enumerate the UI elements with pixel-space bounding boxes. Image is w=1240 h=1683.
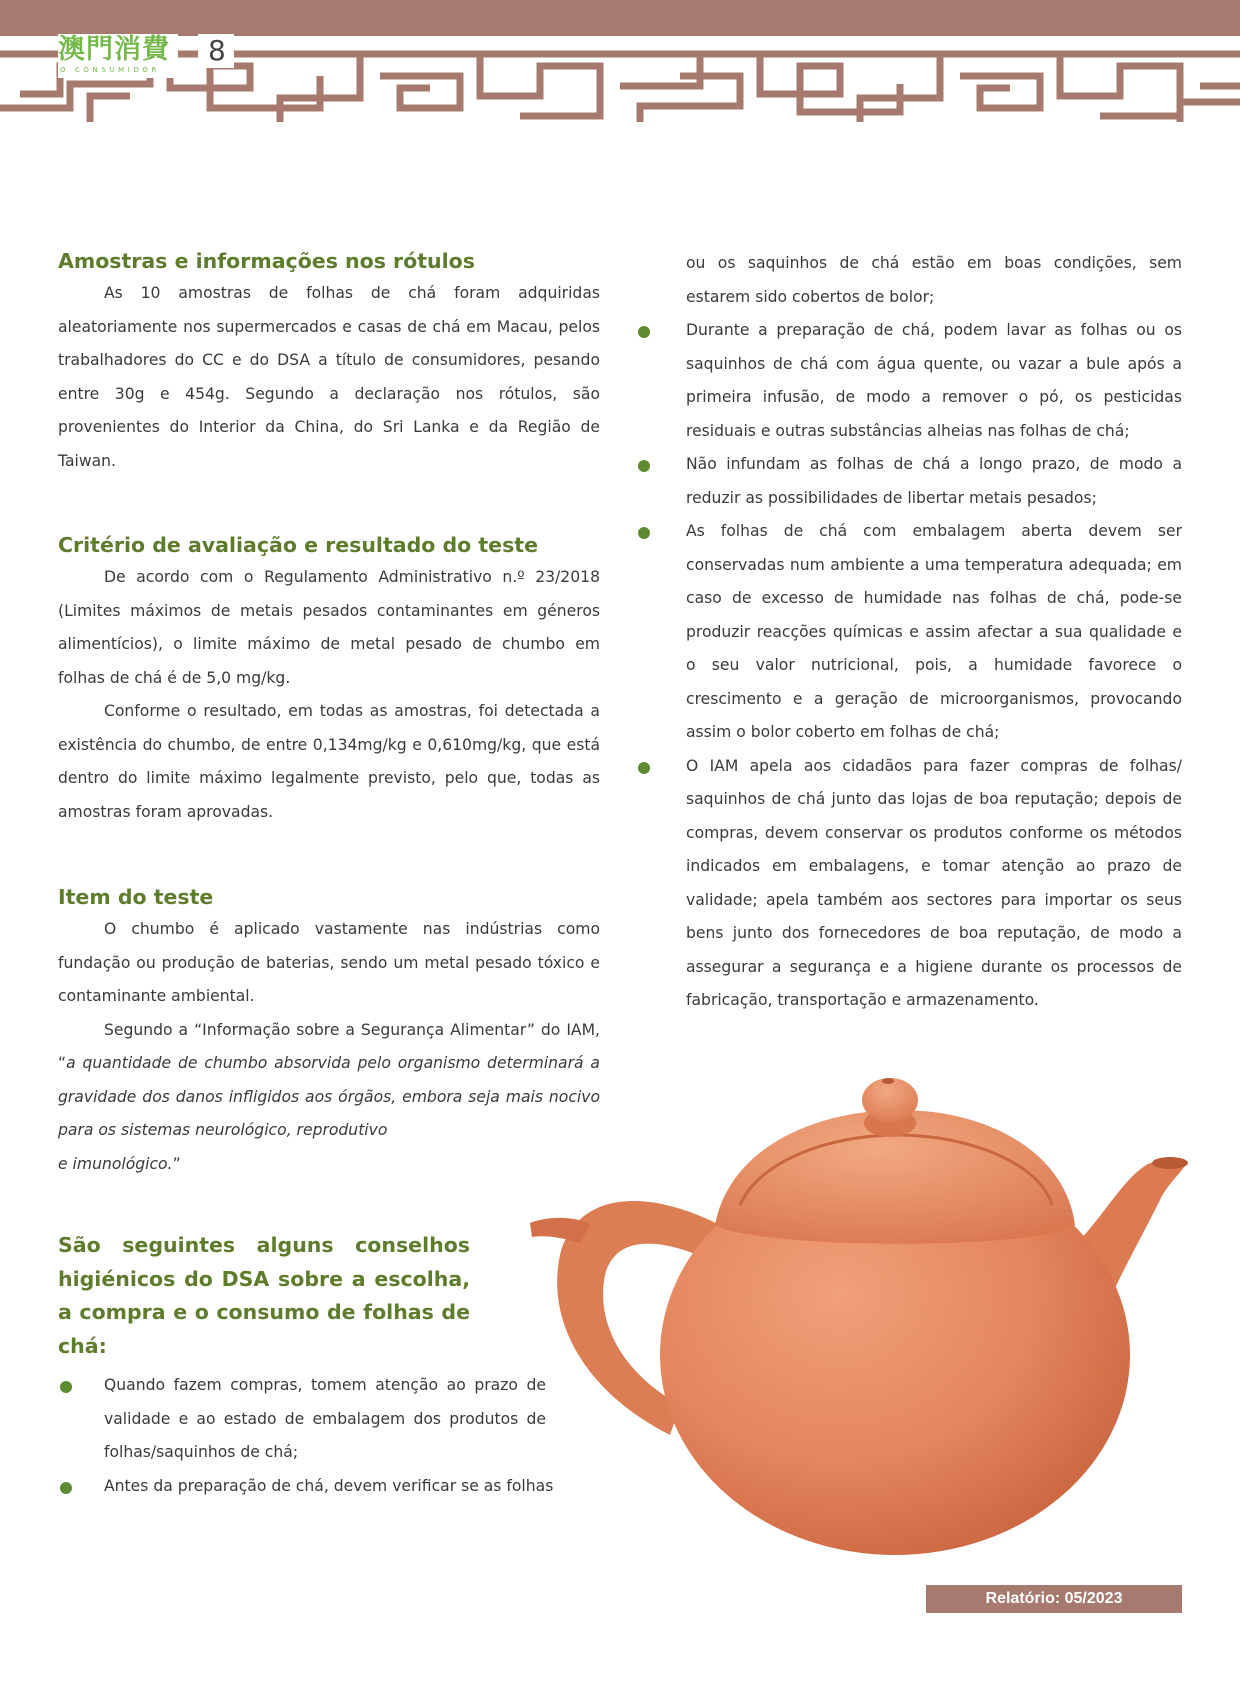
samples-paragraph: As 10 amostras de folhas de chá foram adquiridas aleatoriamente nos supermercados e casas de chá em Macau, pelos trabalhadores do CC e do DSA a título de consumidores, pesando entre 30g e 454g. Segundo a declaração nos rótulos, são provenientes do Interior da China, do Sri Lanka e da Região de Taiwan. [58,284,600,470]
criteria-paragraph-2: Conforme o resultado, em todas as amostras, foi detectada a existência do chumbo, de entre 0,134mg/kg e 0,610mg/kg, que está dentro do limite máximo legalmente previsto, pelo que, todas as amostras foram aprovadas. [58,702,600,821]
green-dot-icon [60,1482,72,1494]
advice-list-right [640,314,1182,1018]
heading-criteria: Critério de avaliação e resultado do teste [58,533,538,557]
list-item [58,1470,600,1504]
list-item [640,750,1182,1018]
page-number: 8 [198,34,234,68]
quote-close: ” [172,1154,181,1173]
heading-test-item: Item do teste [58,885,214,909]
green-dot-icon [638,762,650,774]
advice-bullet-2-start: Antes da preparação de chá, devem verificar se as folhas [104,1476,554,1495]
teapot-illustration [520,1075,1200,1555]
green-dot-icon [638,460,650,472]
green-dot-icon [638,527,650,539]
magazine-logo [58,34,178,78]
list-item [640,515,1182,750]
criteria-paragraph-1: De acordo com o Regulamento Administrativo n.º 23/2018 (Limites máximos de metais pesados contaminantes em géneros alimentícios), o limite máximo de metal pesado de chumbo em folhas de chá é de 5,0 mg/kg. [58,568,600,687]
list-item [640,314,1182,448]
report-label: Relatório: 05/2023 [926,1585,1182,1613]
test-item-paragraph-1: O chumbo é aplicado vastamente nas indústrias como fundação ou produção de baterias, sendo um metal pesado tóxico e contaminante ambiental. [58,920,600,1005]
quote-intro: Segundo a “Informação sobre a Segurança Alimentar” do IAM, “ [58,1020,600,1072]
logo-subtitle: O CONSUMIDOR [60,66,161,74]
left-column [58,245,600,1503]
header-band [0,0,1240,36]
advice-bullet-2-continued: ou os saquinhos de chá estão em boas condições, sem estarem sido cobertos de bolor; [686,254,1182,306]
right-column [640,247,1182,1018]
advice-bullet-6: O IAM apela aos cidadãos para fazer compras de folhas/ saquinhos de chá junto das lojas de boa reputação; depois de compras, devem conservar os produtos conforme os métodos indicados em embalagens, e tomar atenção ao prazo de validade; apela também aos sectores para importar os seus bens junto dos fornecedores de boa reputação, de modo a assegurar a segurança e a higiene durante os processos de fabricação, transportação e armazenamento. [686,756,1182,1009]
advice-list-left [58,1369,600,1503]
list-item [58,1369,546,1470]
lattice-border-decoration [0,36,1240,126]
quote-text: a quantidade de chumbo absorvida pelo organismo determinará a gravidade dos danos infligidos aos órgãos, embora seja mais nocivo para os sistemas neurológico, reprodutivo [58,1054,600,1139]
logo-chinese-title: 澳門消費 [58,34,170,65]
heading-advice: São seguintes alguns conselhos higiénicos do DSA sobre a escolha, a compra e o consumo de folhas de chá: [58,1233,470,1358]
green-dot-icon [638,326,650,338]
advice-bullet-4: Não infundam as folhas de chá a longo prazo, de modo a reduzir as possibilidades de libertar metais pesados; [686,455,1182,507]
list-item [640,448,1182,515]
advice-bullet-1: Quando fazem compras, tomem atenção ao prazo de validade e ao estado de embalagem dos produtos de folhas/saquinhos de chá; [104,1376,546,1461]
heading-samples: Amostras e informações nos rótulos [58,249,475,273]
quote-text-end: e imunológico. [58,1154,173,1173]
advice-bullet-3: Durante a preparação de chá, podem lavar as folhas ou os saquinhos de chá com água quente, ou vazar a bule após a primeira infusão, de modo a remover o pó, os pesticidas residuais e outras substâncias alheias nas folhas de chá; [686,321,1182,440]
advice-bullet-5: As folhas de chá com embalagem aberta devem ser conservadas num ambiente a uma temperatura adequada; em caso de excesso de humidade nas folhas de chá, pode-se produzir reacções químicas e assim afectar a sua qualidade e o seu valor nutricional, pois, a humidade favorece o crescimento e a geração de microorganismos, provocando assim o bolor coberto em folhas de chá; [686,522,1182,741]
green-dot-icon [60,1381,72,1393]
test-item-paragraph-2 [58,1014,600,1182]
